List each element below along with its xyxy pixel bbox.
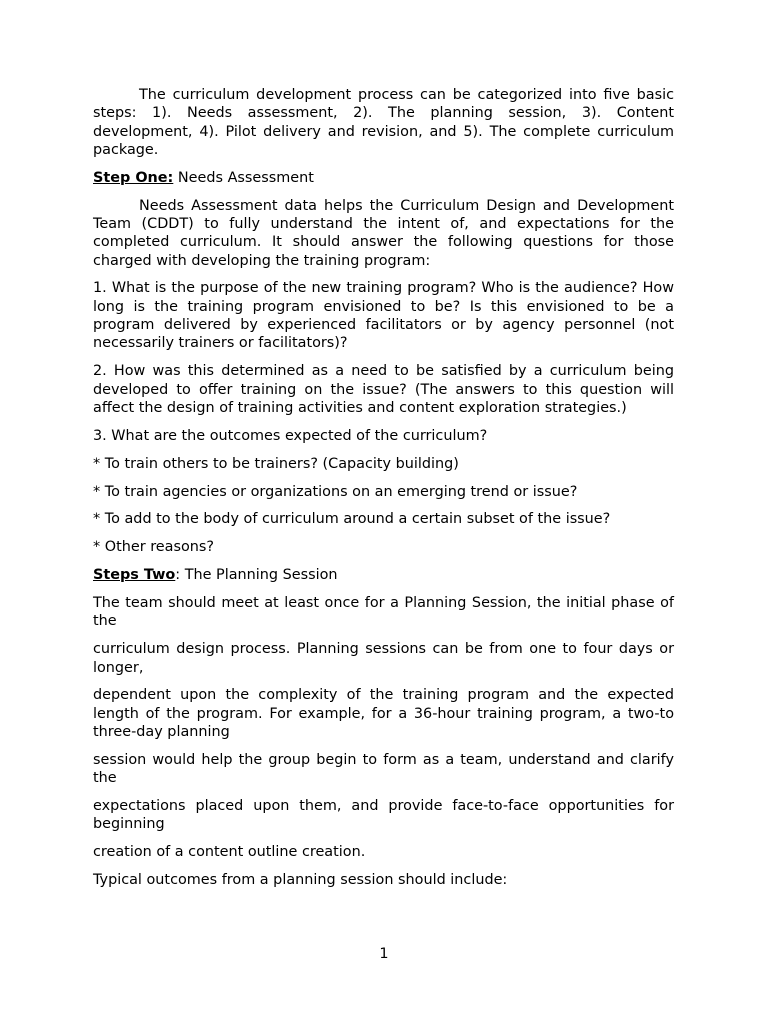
bullet-item: * To train others to be trainers? (Capacity building) (93, 455, 459, 472)
planning-paragraph: dependent upon the complexity of the training program and the expected length of the program. For example, for a 36-hour training program, a two-to three-day planning (93, 687, 674, 741)
planning-paragraph: Typical outcomes from a planning session should include: (93, 872, 508, 889)
bullet-item: * To train agencies or organizations on an emerging trend or issue? (93, 483, 578, 500)
step-one-label: Step One: (93, 169, 174, 186)
bullet-item: * To add to the body of curriculum around a certain subset of the issue? (93, 511, 611, 528)
bullet-item: * Other reasons? (93, 539, 215, 556)
planning-paragraph: curriculum design process. Planning sessions can be from one to four days or longer, (93, 641, 674, 676)
step-one-title: Needs Assessment (173, 169, 314, 186)
planning-paragraph: session would help the group begin to form as a team, understand and clarify the (93, 751, 674, 787)
step-two-label: Steps Two (93, 567, 176, 584)
intro-paragraph: The curriculum development process can be categorized into five basic steps: 1). Needs assessment, 2). The planning session, 3). Content development, 4). Pilot delivery and revision, and 5). The complete curriculum package. (93, 87, 674, 158)
step-two-title: : The Planning Session (175, 567, 338, 584)
planning-paragraph: The team should meet at least once for a Planning Session, the initial phase of the (93, 595, 674, 630)
planning-paragraph: expectations placed upon them, and provide face-to-face opportunities for beginning (93, 798, 674, 833)
needs-assessment-paragraph: Needs Assessment data helps the Curriculum Design and Development Team (CDDT) to fully understand the intent of, and expectations for the completed curriculum. It should answer the following questions for those charged with developing the training program: (93, 197, 674, 269)
question-1: 1. What is the purpose of the new training program? Who is the audience? How long is the training program envisioned to be? Is this envisioned to be a program delivered by experienced facilitators or by agency personnel (not necessarily trainers or facilitators)? (93, 280, 674, 352)
question-2: 2. How was this determined as a need to be satisfied by a curriculum being developed to offer training on the issue? (The answers to this question will affect the design of training activities and content exploration strategies.) (93, 363, 674, 416)
document-page (93, 86, 674, 899)
step-two-heading (93, 566, 674, 584)
page-number: 1 (379, 946, 389, 962)
question-3: 3. What are the outcomes expected of the curriculum? (93, 427, 488, 444)
step-one-heading (93, 169, 674, 187)
planning-paragraph: creation of a content outline creation. (93, 844, 366, 861)
